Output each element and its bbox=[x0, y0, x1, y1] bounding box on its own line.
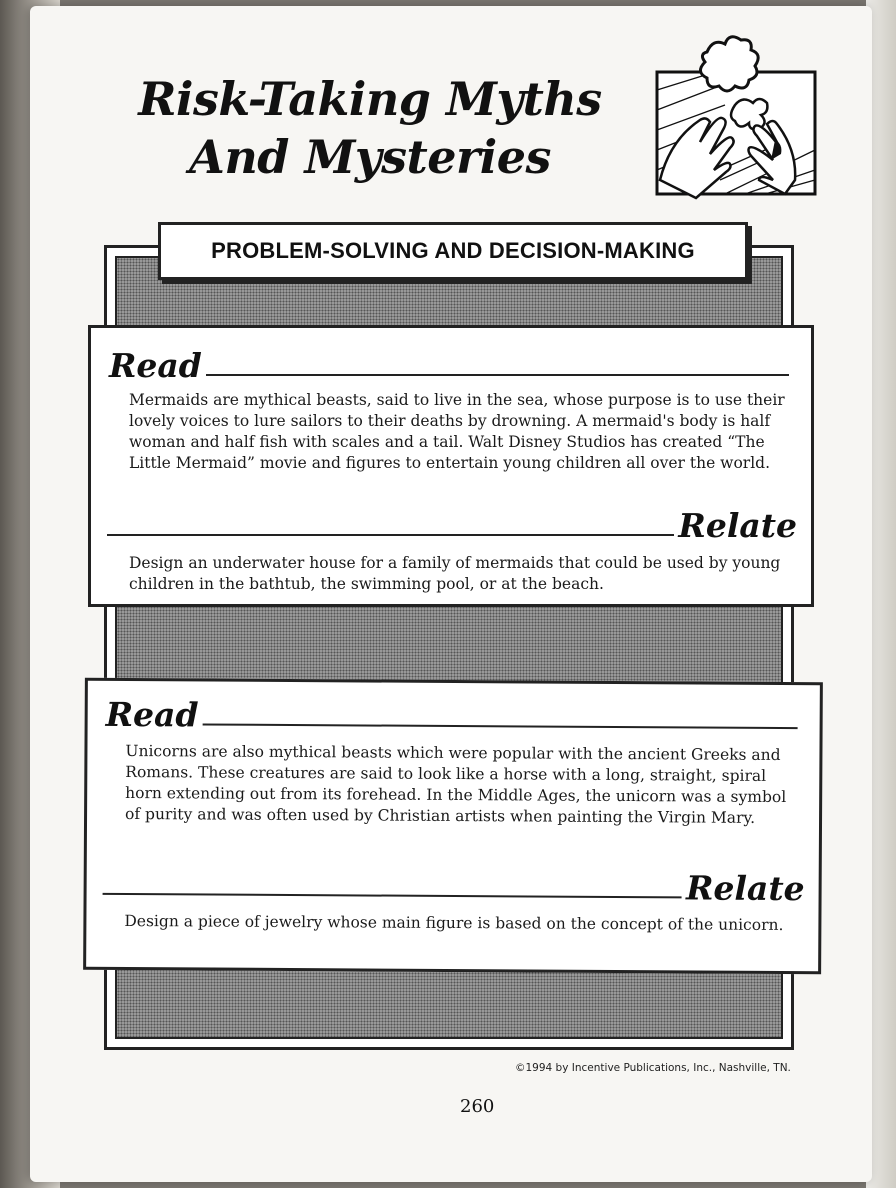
section-header-box bbox=[158, 222, 748, 280]
relate-heading-row bbox=[103, 867, 805, 907]
relate-rule bbox=[107, 534, 674, 536]
relate-text: Design an underwater house for a family of mermaids that could be used by young children in the bathtub, the swimming pool, or at the beach. bbox=[129, 554, 781, 593]
hands-puzzle-icon bbox=[625, 30, 830, 205]
relate-heading-row bbox=[107, 508, 797, 544]
copyright-credit: ©1994 by Incentive Publications, Inc., Nashville, TN. bbox=[515, 1062, 791, 1074]
read-relate-card-2 bbox=[83, 678, 823, 975]
relate-label: Relate bbox=[685, 868, 805, 909]
read-rule bbox=[203, 723, 798, 729]
title-line-2: And Mysteries bbox=[189, 130, 551, 184]
page-title bbox=[110, 70, 630, 186]
read-text: Mermaids are mythical beasts, said to live in the sea, whose purpose is to use their lovely voices to lure sailors to their deaths by drowning. A mermaid's body is half woman and half fish with scales and a tail. Walt Disney Studios has created “The Little Mermaid” movie and figures to entertain young children all over the world. bbox=[129, 391, 785, 472]
page-number: 260 bbox=[460, 1096, 495, 1117]
relate-text: Design a piece of jewelry whose main figure is based on the concept of the unicorn. bbox=[124, 911, 784, 935]
section-header: PROBLEM-SOLVING AND DECISION-MAKING bbox=[211, 238, 695, 263]
title-line-1: Risk-Taking Myths bbox=[138, 72, 602, 126]
read-text: Unicorns are also mythical beasts which were popular with the ancient Greeks and Romans. These creatures are said to look like a horse with a long, straight, spiral horn extending out from its forehead. In the Middle Ages, the unicorn was a symbol of purity and was often used by Christian artists when painting the Virgin Mary. bbox=[125, 741, 787, 827]
read-relate-card-1 bbox=[88, 325, 814, 607]
read-label: Read bbox=[109, 346, 202, 385]
relate-label: Relate bbox=[678, 506, 797, 545]
read-heading-row bbox=[105, 694, 798, 737]
read-heading-row bbox=[109, 348, 789, 384]
relate-rule bbox=[103, 893, 682, 899]
read-rule bbox=[206, 374, 789, 376]
read-label: Read bbox=[105, 694, 199, 735]
